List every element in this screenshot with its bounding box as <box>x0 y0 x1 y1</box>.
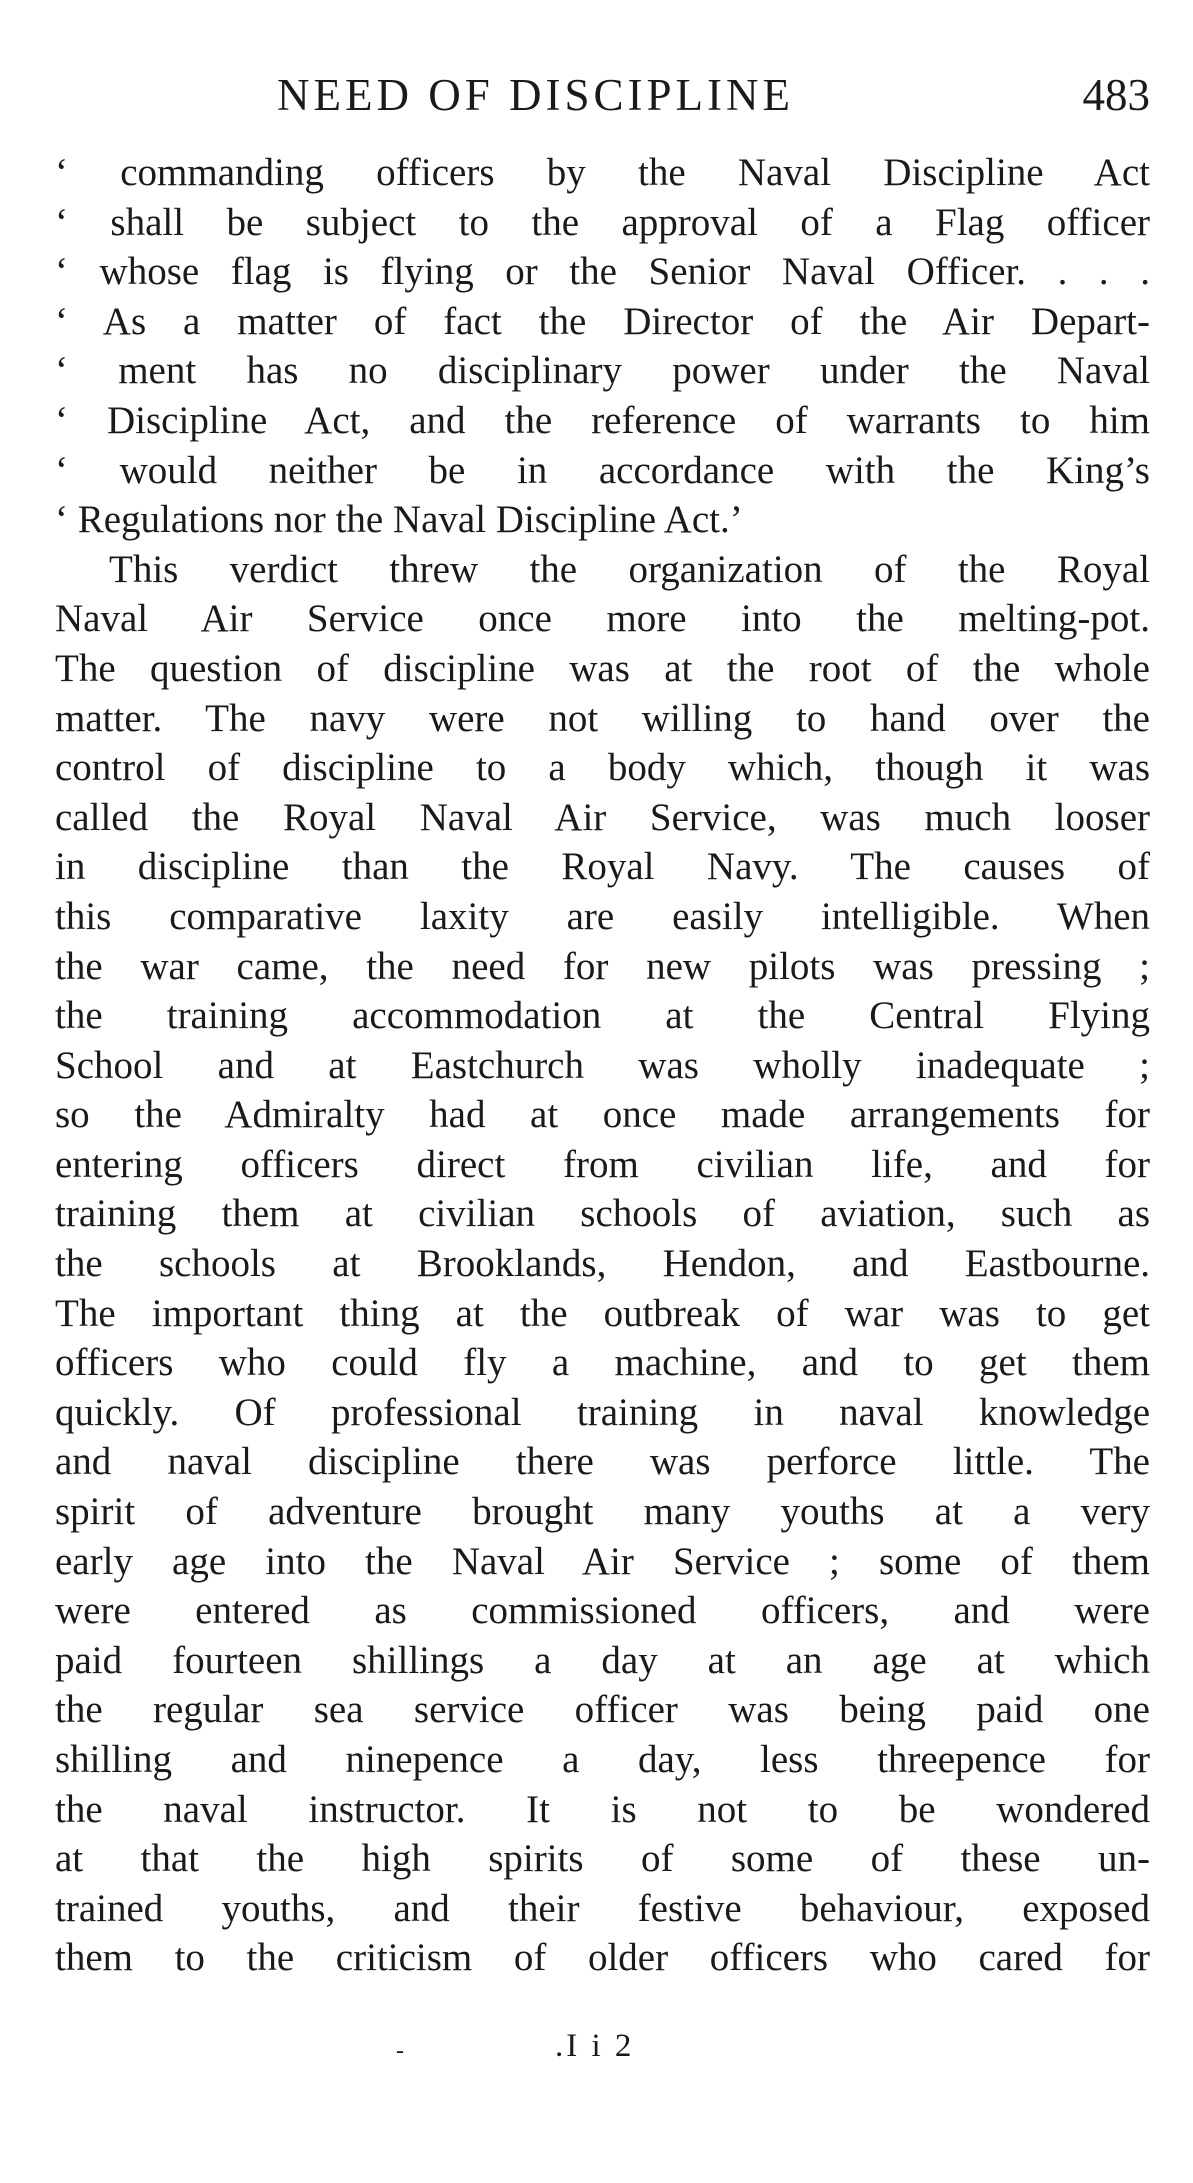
paragraph-line: at that the high spirits of some of these un- <box>55 1837 1150 1881</box>
running-title: NEED OF DISCIPLINE <box>277 70 794 120</box>
paragraph-line: and naval discipline there was perforce little. The <box>55 1440 1150 1484</box>
paragraph-line: control of discipline to a body which, though it was <box>55 746 1150 790</box>
quote-line: ‘ whose flag is flying or the Senior Naval Officer. . . . <box>55 250 1150 294</box>
quote-line: ‘ commanding officers by the Naval Discipline Act <box>55 151 1150 194</box>
paragraph-line: Naval Air Service once more into the melting-pot. <box>55 597 1150 641</box>
quote-line: ‘ would neither be in accordance with the King’s <box>55 448 1150 492</box>
paragraph-line: so the Admiralty had at once made arrangements for <box>55 1093 1150 1137</box>
paragraph-line: this comparative laxity are easily intelligible. When <box>55 894 1150 938</box>
quote-line: ‘ Regulations nor the Naval Discipline Act.’ <box>55 498 743 542</box>
body-text <box>55 148 1150 1983</box>
paragraph-line: shilling and ninepence a day, less threepence for <box>55 1738 1150 1781</box>
paragraph-line: training them at civilian schools of aviation, such as <box>55 1192 1150 1236</box>
paragraph-line: the schools at Brooklands, Hendon, and Eastbourne. <box>55 1242 1150 1286</box>
paragraph-line: them to the criticism of older officers who cared for <box>55 1936 1150 1980</box>
paragraph-line: The question of discipline was at the root of the whole <box>55 646 1150 690</box>
paragraph-line: The important thing at the outbreak of war was to get <box>55 1291 1150 1335</box>
paragraph-line: the war came, the need for new pilots was pressing ; <box>55 944 1150 988</box>
quote-line: ‘ ment has no disciplinary power under the Naval <box>55 349 1150 393</box>
paragraph-line: officers who could fly a machine, and to get them <box>55 1341 1150 1385</box>
paragraph-line: trained youths, and their festive behaviour, exposed <box>55 1886 1150 1930</box>
paragraph-line: entering officers direct from civilian life, and for <box>55 1142 1150 1186</box>
paragraph-line: the regular sea service officer was being paid one <box>55 1688 1150 1732</box>
running-head <box>55 60 1150 130</box>
paragraph-line: were entered as commissioned officers, and were <box>55 1589 1150 1633</box>
paragraph-line: the naval instructor. It is not to be wondered <box>55 1787 1150 1831</box>
paragraph-line: in discipline than the Royal Navy. The causes of <box>55 845 1150 889</box>
paragraph <box>55 545 1150 1983</box>
paragraph-line: This verdict threw the organization of the Royal <box>109 547 1150 591</box>
paragraph-line: the training accommodation at the Central Flying <box>55 994 1150 1038</box>
paragraph-line: matter. The navy were not willing to hand over the <box>55 696 1150 740</box>
stray-mark: - <box>396 2038 404 2064</box>
paragraph-line: quickly. Of professional training in naval knowledge <box>55 1390 1150 1434</box>
page-number: 483 <box>1082 70 1150 120</box>
paragraph-line: called the Royal Naval Air Service, was much looser <box>55 795 1150 839</box>
paragraph-line: School and at Eastchurch was wholly inadequate ; <box>55 1043 1150 1087</box>
quote-line: ‘ As a matter of fact the Director of the Air Depart- <box>55 299 1150 343</box>
paragraph-line: spirit of adventure brought many youths at a very <box>55 1490 1150 1534</box>
quote-line: ‘ shall be subject to the approval of a Flag officer <box>55 200 1150 244</box>
quote-line: ‘ Discipline Act, and the reference of warrants to him <box>55 398 1150 442</box>
paragraph-line: paid fourteen shillings a day at an age at which <box>55 1638 1150 1682</box>
signature-mark: .I i 2 <box>555 2028 635 2064</box>
paragraph-line: early age into the Naval Air Service ; some of them <box>55 1539 1150 1583</box>
book-page <box>55 60 1150 1983</box>
quoted-passage <box>55 148 1150 545</box>
